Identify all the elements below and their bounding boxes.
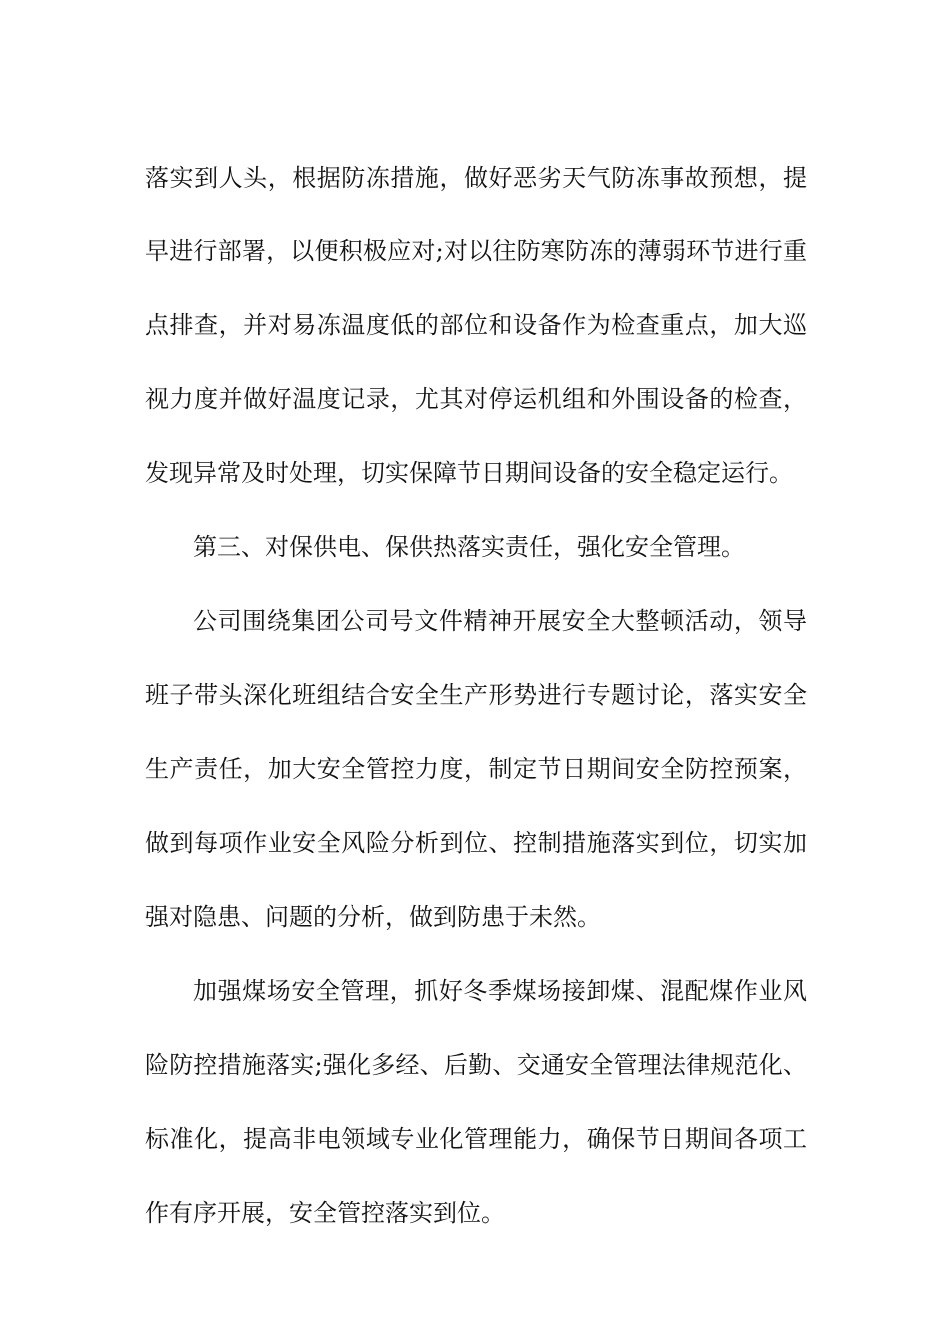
paragraph-line: 视力度并做好温度记录，尤其对停运机组和外围设备的检查， — [145, 385, 807, 413]
paragraph-line: 险防控措施落实;强化多经、后勤、交通安全管理法律规范化、 — [145, 1051, 807, 1079]
paragraph-line: 标准化，提高非电领域专业化管理能力，确保节日期间各项工 — [145, 1125, 807, 1153]
section-heading: 第三、对保供电、保供热落实责任，强化安全管理。 — [193, 533, 745, 561]
paragraph-line: 公司围绕集团公司号文件精神开展安全大整顿活动，领导 — [193, 607, 807, 635]
paragraph-line: 作有序开展，安全管控落实到位。 — [145, 1199, 505, 1227]
paragraph-line: 强对隐患、问题的分析，做到防患于未然。 — [145, 903, 601, 931]
paragraph-line: 生产责任，加大安全管控力度，制定节日期间安全防控预案， — [145, 755, 807, 783]
paragraph-line: 做到每项作业安全风险分析到位、控制措施落实到位，切实加 — [145, 829, 807, 857]
paragraph-line: 班子带头深化班组结合安全生产形势进行专题讨论，落实安全 — [145, 681, 807, 709]
paragraph-line: 加强煤场安全管理，抓好冬季煤场接卸煤、混配煤作业风 — [193, 977, 807, 1005]
paragraph-line: 早进行部署，以便积极应对;对以往防寒防冻的薄弱环节进行重 — [145, 237, 807, 265]
paragraph-line: 落实到人头，根据防冻措施，做好恶劣天气防冻事故预想，提 — [145, 164, 807, 192]
paragraph-line: 点排查，并对易冻温度低的部位和设备作为检查重点，加大巡 — [145, 311, 807, 339]
paragraph-line: 发现异常及时处理，切实保障节日期间设备的安全稳定运行。 — [145, 459, 793, 487]
